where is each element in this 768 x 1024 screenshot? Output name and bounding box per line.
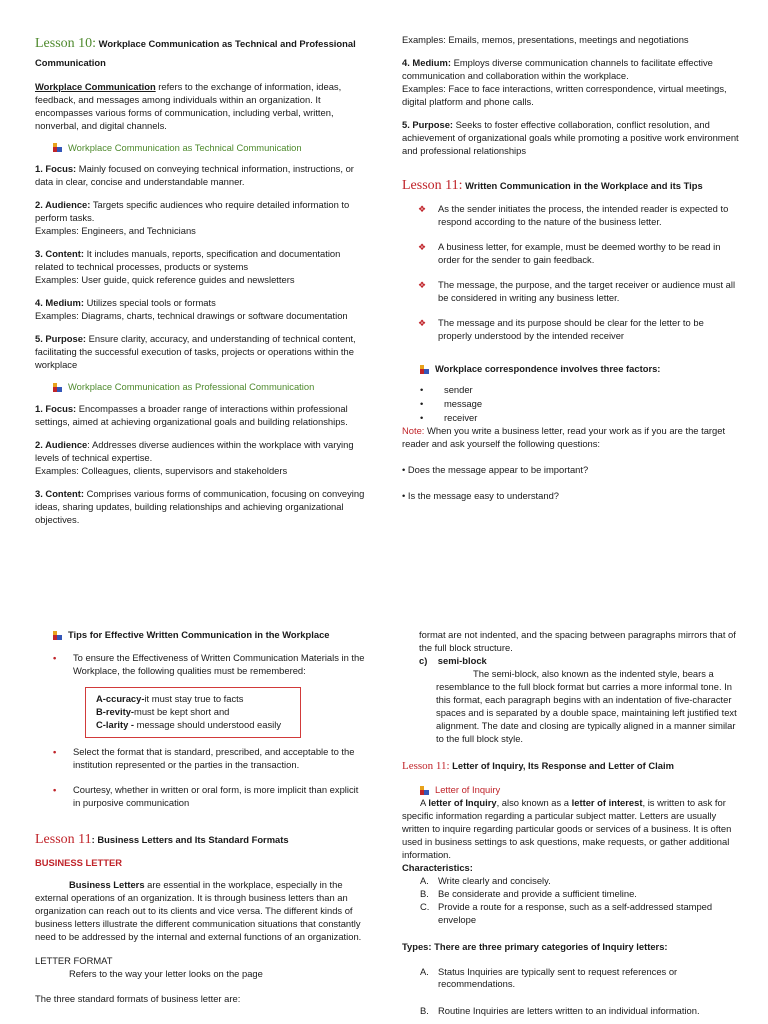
tech-item-focus: 1. Focus: Mainly focused on conveying technical information, instructions, or data in clear, concise and understandable manner. <box>35 163 354 188</box>
abc-qualities-box: A-ccuracy-it must stay true to facts B-revity-must be kept short and C-larity - message should understood easily <box>85 687 301 738</box>
characteristics-list <box>420 875 740 927</box>
cube-bullet-icon <box>420 365 429 374</box>
professional-communication-heading: Workplace Communication as Professional Communication <box>53 381 367 394</box>
technical-communication-heading: Workplace Communication as Technical Communication <box>53 142 367 155</box>
diamond-bullet-icon: ❖ <box>418 317 427 328</box>
lesson11-business-heading: Lesson 11: Business Letters and Its Standard Formats <box>35 831 289 847</box>
diamond-bullet-icon: ❖ <box>418 279 427 290</box>
full-block-continuation: format are not indented, and the spacing between paragraphs mirrors that of the full block structure. <box>419 629 736 653</box>
top-left-column <box>35 34 367 527</box>
cube-bullet-icon <box>53 143 62 152</box>
list-item: • Courtesy, whether in written or oral form, is more implicit than explicit in purposive communication <box>53 783 359 808</box>
letter-of-inquiry-heading: Letter of Inquiry <box>420 784 740 797</box>
list-item: • To ensure the Effectiveness of Written Communication Materials in the Workplace, the following qualities must be remembered: <box>53 651 365 676</box>
lesson11-written-heading: Lesson 11: Written Communication in the Workplace and its Tips <box>402 177 703 193</box>
diamond-bullet-icon: ❖ <box>418 242 427 252</box>
list-item: ❖ The message and its purpose should be clear for the letter to be properly understood by the intended receiver <box>418 316 704 341</box>
list-item: B. Routine Inquiries are letters written to an individual information. <box>420 1005 700 1017</box>
characteristics-heading: Characteristics: <box>402 861 473 873</box>
cube-bullet-icon <box>53 631 62 640</box>
list-item: • sender <box>420 383 473 395</box>
prof-item-focus: 1. Focus: Encompasses a broader range of interactions within professional settings, aimed at achieving organizational goals and building relationships. <box>35 403 348 427</box>
lesson11-inquiry-heading: Lesson 11: Letter of Inquiry, Its Response and Letter of Claim <box>402 759 674 772</box>
tech-item-audience: 2. Audience: Targets specific audiences who require detailed information to perform tasks. Examples: Engineers, and Technicians <box>35 199 350 237</box>
list-item: • message <box>420 397 483 409</box>
types-heading: Types: There are three primary categories of Inquiry letters: <box>402 940 668 952</box>
three-formats-line: The three standard formats of business letter are: <box>35 992 241 1004</box>
question-important: • Does the message appear to be important? <box>402 463 589 475</box>
list-item: • Select the format that is standard, prescribed, and acceptable to the institution represented or the parties in the transaction. <box>53 745 355 770</box>
list-item: B. Be considerate and provide a sufficient timeline. <box>420 887 637 899</box>
tips-written-heading: Tips for Effective Written Communication in the Workplace <box>53 629 367 642</box>
letter-of-inquiry-paragraph: A letter of Inquiry, also known as a letter of interest, is written to ask for specific information regarding a particular subject matter. Letters are usually written to inquire regarding particular goods or services of a business. It is often used in business settings to ask questions, make requests, or gather additional information. <box>402 796 732 860</box>
list-item: ❖ The message, the purpose, and the target receiver or audience must all be considered in writing any business letter. <box>418 278 736 303</box>
list-item: C. Provide a route for a response, such as a self-addressed stamped envelope <box>420 900 713 925</box>
examples-line: Examples: Emails, memos, presentations, meetings and negotiations <box>402 34 689 45</box>
tech-item-purpose: 5. Purpose: Ensure clarity, accuracy, and understanding of technical content, facilitating the successful execution of tasks, projects or operations within the workplace <box>35 333 356 371</box>
list-item: ❖ A business letter, for example, must be deemed worthy to be read in order for the sender to gain feedback. <box>418 241 721 265</box>
letter-format-heading: LETTER FORMAT <box>35 954 113 966</box>
note-paragraph: Note: When you write a business letter, read your work as if you are the target reader and ask yourself the following questions: <box>402 424 726 449</box>
factors-heading: Workplace correspondence involves three factors: <box>420 363 740 376</box>
top-right-column <box>402 34 740 503</box>
diamond-bullet-icon: ❖ <box>418 204 427 215</box>
list-item: • receiver <box>420 411 478 423</box>
bottom-left-column <box>35 629 367 1006</box>
lesson10-heading: Lesson 10: Workplace Communication as Technical and Professional Communication <box>35 36 356 69</box>
semi-block-paragraph: The semi-block, also known as the indented style, bears a resemblance to the full block format but carries a more informal tone. In this format, each paragraph begins with an indentation of five-character spaces and is separated by a double space, maintaining left justified text alignment. The date and closing are typically aligned in a manner similar to the full block style. <box>436 667 737 744</box>
prof-item-audience: 2. Audience: Addresses diverse audiences within the workplace with varying levels of technical expertise. Examples: Colleagues, clients, supervisors and stakeholders <box>35 438 354 476</box>
tech-item-medium: 4. Medium: Utilizes special tools or formats Examples: Diagrams, charts, technical drawings or software documentation <box>35 297 348 322</box>
question-understand: • Is the message easy to understand? <box>402 489 560 501</box>
prof-item-medium: 4. Medium: Employs diverse communication channels to facilitate effective communication and collaboration within the workplace. Examples: Face to face interactions, written correspondence, virtual meetings, digital platform and phone calls. <box>402 56 727 107</box>
tips-list <box>418 203 740 343</box>
list-item: A. Write clearly and concisely. <box>420 874 551 886</box>
intro-paragraph: Workplace Communication refers to the exchange of information, ideas, feedback, and messages among individuals within an organization. It encompasses various forms of communication, including verbal, written, nonverbal, and digital channels. <box>35 80 342 131</box>
cube-bullet-icon <box>53 383 62 392</box>
list-item: A. Status Inquiries are typically sent to request references or recommendations. <box>420 965 678 990</box>
prof-item-content: 3. Content: Comprises various forms of communication, focusing on conveying ideas, sharing updates, building relationships and achieving organizational objectives. <box>35 487 365 525</box>
letter-format-text: Refers to the way your letter looks on the page <box>69 967 263 979</box>
business-letter-heading: BUSINESS LETTER <box>35 857 122 868</box>
semi-block-heading: c) semi-block <box>419 654 487 666</box>
factors-list <box>420 384 740 425</box>
cube-bullet-icon <box>420 786 429 795</box>
business-letter-paragraph: Business Letters are essential in the workplace, especially in the external operations of an organization. It is through business letters than an organization can reach out to its clients and vice versa. The different kinds of business letters illustrate the different communication situations that constantly need to be addressed by the internal and external functions of an organization. <box>35 878 362 942</box>
bottom-right-column <box>402 629 740 1018</box>
prof-item-purpose: 5. Purpose: Seeks to foster effective collaboration, conflict resolution, and achievement of organizational goals while promoting a positive work environment and professional relationships <box>402 118 739 156</box>
list-item: ❖ As the sender initiates the process, the intended reader is expected to respond according to the nature of the business letter. <box>418 203 729 228</box>
types-list <box>420 966 740 1019</box>
tech-item-content: 3. Content: It includes manuals, reports, specification and documentation related to technical processes, products or systems Examples: User guide, quick reference guides and newsletters <box>35 248 341 286</box>
